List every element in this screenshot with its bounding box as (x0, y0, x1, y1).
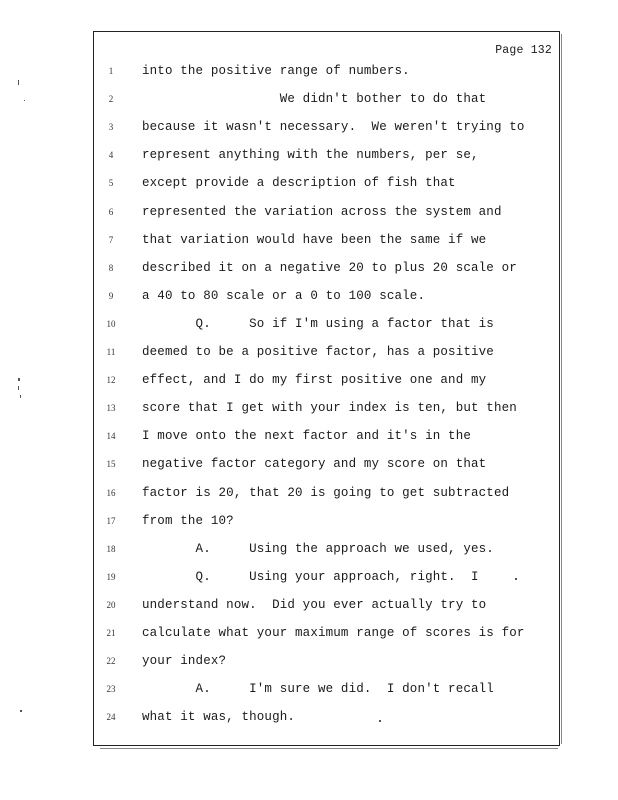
transcript-line-text: represent anything with the numbers, per se, (142, 148, 479, 163)
scan-speck (24, 100, 25, 101)
transcript-line-text: effect, and I do my first positive one and my (142, 373, 487, 388)
line-number: 12 (106, 375, 116, 386)
scan-speck (379, 720, 381, 722)
line-number: 1 (108, 66, 114, 76)
line-number: 17 (106, 515, 116, 526)
scan-speck (515, 578, 517, 580)
line-number: 5 (108, 178, 114, 189)
transcript-line-text: deemed to be a positive factor, has a positive (142, 345, 494, 359)
line-number: 18 (106, 543, 116, 554)
transcript-line-text: understand now. Did you ever actually try to (142, 597, 487, 612)
scan-speck (20, 395, 21, 398)
bottom-scan-rule (100, 748, 558, 749)
line-number: 24 (106, 712, 116, 723)
transcript-line-text: Q. Using your approach, right. I (142, 569, 479, 584)
line-number: 8 (108, 262, 114, 273)
transcript-line-text: Q. So if I'm using a factor that is (142, 316, 494, 331)
scan-speck (18, 80, 19, 85)
transcript-line-text: A. Using the approach we used, yes. (142, 541, 494, 556)
right-margin-rule (561, 34, 562, 744)
line-number: 16 (106, 487, 116, 498)
transcript-line-text: negative factor category and my score on that (142, 457, 487, 472)
line-number: 23 (106, 684, 116, 695)
transcript-line-text: I move onto the next factor and it's in the (142, 429, 472, 444)
line-number: 13 (106, 403, 116, 414)
line-number: 11 (106, 347, 116, 357)
line-number: 3 (108, 122, 114, 133)
line-number: 14 (106, 431, 116, 442)
transcript-line-text: because it wasn't necessary. We weren't trying to (142, 120, 525, 135)
transcript-line-text: We didn't bother to do that (142, 92, 487, 107)
scan-speck (18, 386, 19, 390)
transcript-line-text: score that I get with your index is ten, but then (142, 401, 517, 416)
line-number: 6 (108, 206, 114, 217)
line-number: 10 (106, 318, 116, 329)
line-number: 9 (108, 290, 114, 301)
transcript-line-text: your index? (142, 654, 227, 669)
line-number: 7 (108, 234, 114, 245)
line-number: 4 (108, 150, 114, 161)
transcript-line-text: factor is 20, that 20 is going to get subtracted (142, 485, 510, 500)
line-number: 20 (106, 599, 116, 610)
transcript-line-text: from the 10? (142, 513, 234, 528)
transcript-line-text: calculate what your maximum range of scores is for (142, 626, 525, 640)
transcript-line-text: a 40 to 80 scale or a 0 to 100 scale. (142, 288, 426, 303)
transcript-line-text: represented the variation across the system and (142, 204, 502, 219)
transcript-line-text: that variation would have been the same if we (142, 232, 487, 247)
line-number: 21 (106, 628, 116, 638)
line-number: 2 (108, 94, 114, 105)
scan-speck (18, 378, 20, 381)
line-number: 19 (106, 571, 116, 582)
line-number: 22 (106, 656, 116, 667)
transcript-line-text: what it was, though. (142, 710, 296, 725)
page-number-label: Page 132 (495, 44, 552, 57)
transcript-line-text: except provide a description of fish that (142, 176, 456, 191)
line-number: 15 (106, 459, 116, 470)
transcript-line-text: described it on a negative 20 to plus 20 scale or (142, 260, 517, 275)
scan-speck (20, 710, 22, 712)
transcript-line-text: into the positive range of numbers. (142, 64, 410, 78)
transcript-line-text: A. I'm sure we did. I don't recall (142, 682, 494, 697)
